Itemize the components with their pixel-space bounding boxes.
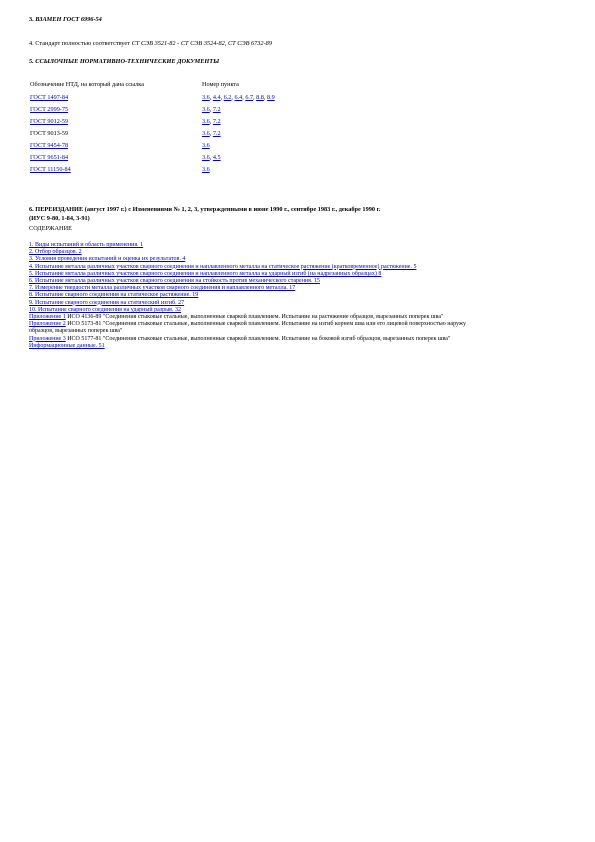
reference-points-cell — [202, 93, 362, 103]
contents-item-link[interactable]: 4. Испытание металла различных участков сварного соединения и наплавленного металла на статическое растяжение (кратковременное) растяжение. 5 — [29, 263, 417, 270]
reference-points-cell — [202, 105, 362, 115]
contents-item-link[interactable]: 10. Испытание сварного соединения на ударный разрыв. 32 — [29, 306, 181, 313]
reference-doc-cell — [30, 117, 200, 127]
point-separator: , — [220, 94, 224, 101]
point-link[interactable]: 4.4 — [212, 94, 221, 101]
contents-item — [29, 292, 489, 299]
contents-item — [29, 278, 489, 285]
contents-title: СОДЕРЖАНИЕ — [29, 225, 72, 232]
reference-doc-link[interactable]: ГОСТ 1497-84 — [30, 94, 69, 101]
contents-item-link[interactable]: Приложение 2 — [29, 321, 66, 328]
point-link[interactable]: 7.2 — [212, 130, 221, 137]
contents-item-text: ИСО 5173-81 "Соединения стыковые стальные, выполненные сваркой плавлением. Испытание на изгиб корнем шва или его лицевой поверхностью наружу образцов, вырезанных поперек шва" — [29, 321, 467, 335]
section-4 — [29, 40, 272, 48]
contents-item — [29, 300, 489, 307]
contents-item-link[interactable]: 7. Измерение твердости металла различных участков сварного соединения и наплавленного металла. 17 — [29, 285, 296, 292]
point-link[interactable]: 7.2 — [212, 106, 221, 113]
contents-item — [29, 271, 489, 278]
header-document: Обозначение НТД, на который дана ссылка — [30, 81, 144, 88]
point-separator: , — [242, 94, 246, 101]
contents-item — [29, 285, 489, 292]
contents-item — [29, 264, 489, 271]
point-link[interactable]: 3.6 — [202, 94, 210, 101]
point-separator: , — [231, 94, 235, 101]
contents-item-link[interactable]: 3. Условия проведения испытаний и оценка их результатов. 4 — [29, 256, 186, 263]
contents-item-link[interactable]: Приложение 1 — [29, 314, 66, 321]
contents-item-link[interactable]: Приложение 3 — [29, 335, 66, 342]
contents-item — [29, 336, 489, 343]
point-link[interactable]: 4.5 — [212, 154, 221, 161]
point-link[interactable]: 6.2 — [223, 94, 232, 101]
point-separator: , — [209, 106, 213, 113]
section-4-prefix: 4. Стандарт полностью соответствует — [29, 40, 132, 47]
reference-doc-cell — [30, 105, 200, 115]
contents-item-link[interactable]: 6. Испытание металла различных участков сварного соединения на стойкость против механического старения. 15 — [29, 278, 320, 285]
contents-item — [29, 343, 489, 350]
reference-points-cell — [202, 117, 362, 127]
reference-points-cell — [202, 165, 362, 175]
point-link[interactable]: 3.6 — [202, 118, 210, 125]
header-points: Номер пункта — [202, 81, 239, 88]
contents-item-link[interactable]: 2. Отбор образцов. 2 — [29, 249, 82, 256]
reference-doc-link[interactable]: ГОСТ 9012-59 — [30, 118, 69, 125]
reference-doc-cell — [30, 141, 200, 151]
contents-item-link[interactable]: Информационные данные. 51 — [29, 342, 105, 349]
contents-item-text: ИСО 5177-81 "Соединения стыковые стальные, выполненные сваркой плавлением. Испытание на боковой изгиб образцов, вырезанных поперек шва" — [65, 335, 451, 342]
reference-doc-text: ГОСТ 9013-59 — [30, 130, 69, 137]
contents-item-text: ИСО 4136-89 "Соединения стыковые стальные, выполненные сваркой плавлением. Испытание на растяжение образцов, вырезанных поперек шва" — [65, 314, 444, 321]
contents-item — [29, 321, 489, 335]
section-5-title: 5. ССЫЛОЧНЫЕ НОРМАТИВНО-ТЕХНИЧЕСКИЕ ДОКУМЕНТЫ — [29, 58, 220, 65]
section-3-text: ВЗАМЕН ГОСТ 6996-54 — [35, 16, 102, 23]
contents-item — [29, 242, 489, 249]
reference-doc-link[interactable]: ГОСТ 11150-84 — [30, 166, 71, 173]
reference-points-cell — [202, 153, 362, 163]
point-link[interactable]: 6.4 — [234, 94, 243, 101]
point-link[interactable]: 6.7 — [245, 94, 254, 101]
point-separator: , — [209, 94, 213, 101]
contents-item — [29, 256, 489, 263]
reference-doc-cell — [30, 153, 200, 163]
reference-doc-cell — [30, 129, 200, 139]
point-link[interactable]: 3.6 — [202, 166, 210, 173]
reference-points-cell — [202, 129, 362, 139]
point-separator: , — [209, 118, 213, 125]
contents-list — [29, 242, 489, 350]
point-link[interactable]: 8.9 — [266, 94, 275, 101]
contents-item-link[interactable]: 1. Виды испытаний и область применения. 1 — [29, 242, 144, 248]
contents-item — [29, 307, 489, 314]
point-link[interactable]: 8.8 — [256, 94, 264, 101]
reference-points-cell — [202, 141, 362, 151]
section-4-refs: СТ СЭВ 3521-82 - СТ СЭВ 3524-82, СТ СЭВ 6732-89 — [131, 40, 272, 47]
point-link[interactable]: 3.6 — [202, 106, 210, 113]
point-link[interactable]: 3.6 — [202, 130, 210, 137]
reference-doc-cell — [30, 93, 200, 103]
contents-item-link[interactable]: 8. Испытание сварного соединения на статическое растяжение. 19 — [29, 292, 199, 299]
point-separator: , — [209, 154, 213, 161]
point-link[interactable]: 3.6 — [202, 154, 210, 161]
reference-doc-link[interactable]: ГОСТ 9651-84 — [30, 154, 69, 161]
section-6-line-2: (ИУС 9-80, 1-84, 3-91) — [29, 215, 90, 222]
point-separator: , — [209, 130, 213, 137]
contents-item-link[interactable]: 5. Испытание металла различных участков сварного соединения и наплавленного металла на ударный изгиб (на надрезанных образцах) 8 — [29, 270, 382, 277]
point-link[interactable]: 3.6 — [202, 142, 210, 149]
reference-doc-link[interactable]: ГОСТ 2999-75 — [30, 106, 69, 113]
section-3 — [29, 16, 102, 24]
point-separator: , — [263, 94, 267, 101]
section-3-prefix: 3. — [29, 16, 36, 23]
section-6-line-1: 6. ПЕРЕИЗДАНИЕ (август 1997 г.) с Изменениями № 1, 2, 3, утвержденными в июне 1990 г., сентябре 1983 г., декабре 1990 г. — [29, 206, 381, 213]
point-separator: , — [253, 94, 257, 101]
reference-doc-link[interactable]: ГОСТ 9454-78 — [30, 142, 69, 149]
contents-item-link[interactable]: 9. Испытание сварного соединения на статический изгиб. 27 — [29, 299, 185, 306]
point-link[interactable]: 7.2 — [212, 118, 221, 125]
reference-doc-cell — [30, 165, 200, 175]
